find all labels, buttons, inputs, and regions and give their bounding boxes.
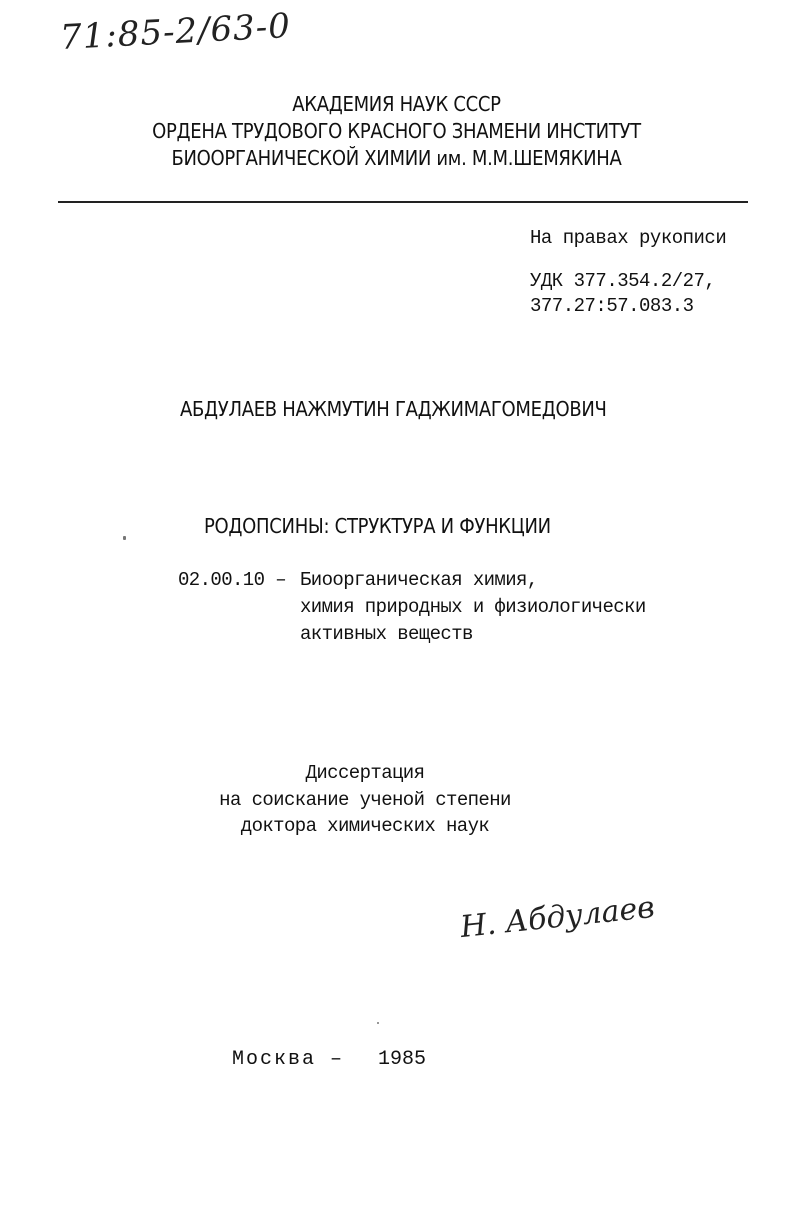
degree-line-3: доктора химических наук [240,815,490,837]
specialty-line-1: Биоорганическая химия, [300,569,538,591]
rights-note: На правах рукописи [530,227,727,249]
specialty-line-3: активных веществ [300,623,473,645]
udc-line-2: 377.27:57.083.3 [530,295,694,317]
specialty-code: 02.00.10 – [178,569,287,591]
author-name: АБДУЛАЕВ НАЖМУТИН ГАДЖИМАГОМЕДОВИЧ [180,397,607,421]
dissertation-title: РОДОПСИНЫ: СТРУКТУРА И ФУНКЦИИ [204,514,551,538]
archive-number-handwritten: 71:85-2/63-0 [59,5,292,59]
udc-line-1: УДК 377.354.2/27, [530,270,716,292]
speck [123,536,126,540]
organization-line-1: АКАДЕМИЯ НАУК СССР [292,92,501,116]
handwritten-signature: Н. Абдулаев [458,889,657,946]
specialty-line-2: химия природных и физиологически [300,596,646,618]
organization-line-2: ОРДЕНА ТРУДОВОГО КРАСНОГО ЗНАМЕНИ ИНСТИТУТ [152,119,641,143]
place-city: Москва – [232,1048,345,1071]
header-divider [58,201,748,203]
organization-line-3: БИООРГАНИЧЕСКОЙ ХИМИИ им. М.М.ШЕМЯКИНА [171,146,622,170]
speck [377,1022,379,1024]
degree-line-1: Диссертация [305,762,425,784]
place-year: 1985 [378,1048,427,1071]
degree-line-2: на соискание ученой степени [219,789,511,811]
